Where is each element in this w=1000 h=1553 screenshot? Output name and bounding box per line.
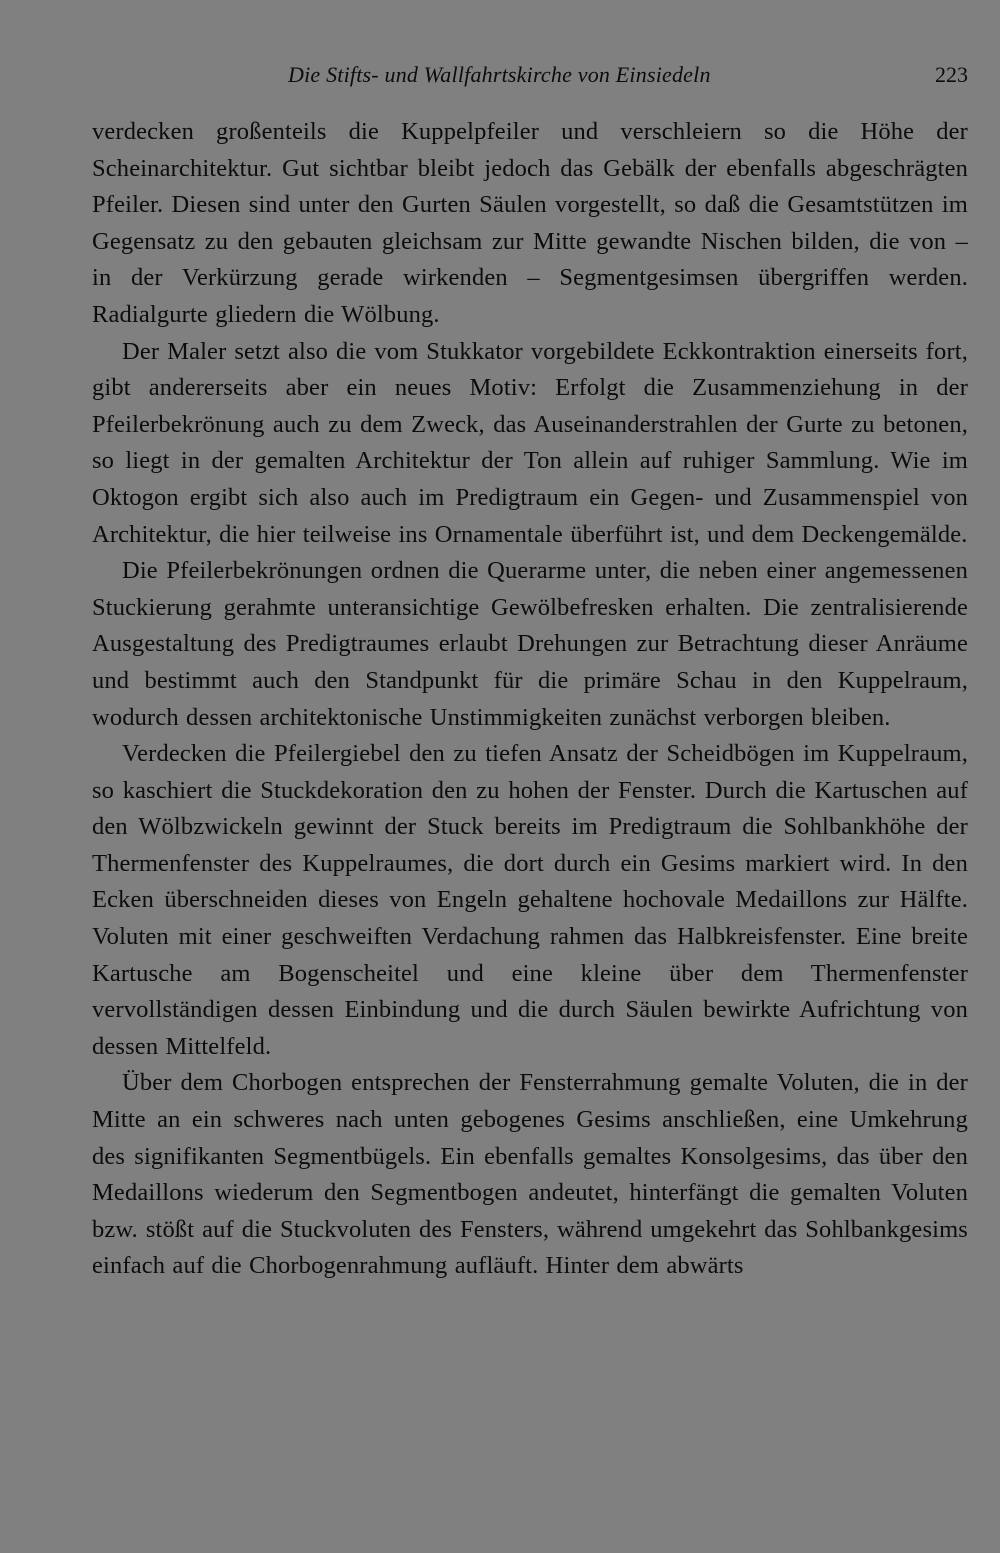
page-number: 223	[935, 62, 968, 87]
paragraph-continued: verdecken großenteils die Kuppelpfeiler und verschleiern so die Höhe der Scheinarchitektur. Gut sichtbar bleibt jedoch das Gebälk der ebenfalls abgeschrägten Pfeiler. Diesen sind unter den Gurten Säulen vorgestellt, so daß die Gesamtstützen im Gegensatz zu den gebauten gleichsam zur Mitte gewandte Nischen bilden, die von – in der Verkürzung gerade wirkenden – Segmentgesimsen übergriffen werden. Radialgurte gliedern die Wölbung.	[92, 118, 968, 328]
book-page	[92, 0, 968, 1553]
paragraph: Über dem Chorbogen entsprechen der Fensterrahmung gemalte Voluten, die in der Mitte an ein schweres nach unten gebogenes Gesims anschließen, eine Umkehrung des signifikanten Segmentbügels. Ein ebenfalls gemaltes Konsolgesims, das über den Medaillons wiederum den Segmentbogen andeutet, hinterfängt die gemalten Voluten bzw. stößt auf die Stuckvoluten des Fensters, während umgekehrt das Sohlbankgesims einfach auf die Chorbogenrahmung aufläuft. Hinter dem abwärts	[92, 1069, 968, 1280]
paragraph: Die Pfeilerbekrönungen ordnen die Querarme unter, die neben einer angemessenen Stuckierung gerahmte unteransichtige Gewölbefresken erhalten. Die zentralisierende Ausgestaltung des Predigtraumes erlaubt Drehungen zur Betrachtung dieser Anräume und bestimmt auch den Standpunkt für die primäre Schau in den Kuppelraum, wodurch dessen architektonische Unstimmigkeiten zunächst verborgen bleiben.	[92, 557, 968, 731]
running-header	[92, 58, 968, 92]
body-text	[92, 114, 968, 1285]
paragraph: Verdecken die Pfeilergiebel den zu tiefen Ansatz der Scheidbögen im Kuppelraum, so kaschiert die Stuckdekoration den zu hohen der Fenster. Durch die Kartuschen auf den Wölbzwickeln gewinnt der Stuck bereits im Predigtraum die Sohlbankhöhe der Thermenfenster des Kuppelraumes, die dort durch ein Gesims markiert wird. In den Ecken überschneiden dieses von Engeln gehaltene hochovale Medaillons zur Hälfte. Voluten mit einer geschweiften Verdachung rahmen das Halbkreisfenster. Eine breite Kartusche am Bogenscheitel und eine kleine über dem Thermenfenster vervollständigen dessen Einbindung und die durch Säulen bewirkte Aufrichtung von dessen Mittelfeld.	[92, 740, 968, 1060]
paragraph: Der Maler setzt also die vom Stukkator vorgebildete Eckkontraktion einerseits fort, gibt andererseits aber ein neues Motiv: Erfolgt die Zusammenziehung in der Pfeilerbekrönung auch zu dem Zweck, das Auseinanderstrahlen der Gurte zu betonen, so liegt in der gemalten Architektur der Ton allein auf ruhiger Sammlung. Wie im Oktogon ergibt sich also auch im Predigtraum ein Gegen- und Zusammenspiel von Architektur, die hier teilweise ins Ornamentale überführt ist, und dem Deckengemälde.	[92, 337, 968, 548]
running-title: Die Stifts- und Wallfahrtskirche von Einsiedeln	[288, 62, 711, 87]
